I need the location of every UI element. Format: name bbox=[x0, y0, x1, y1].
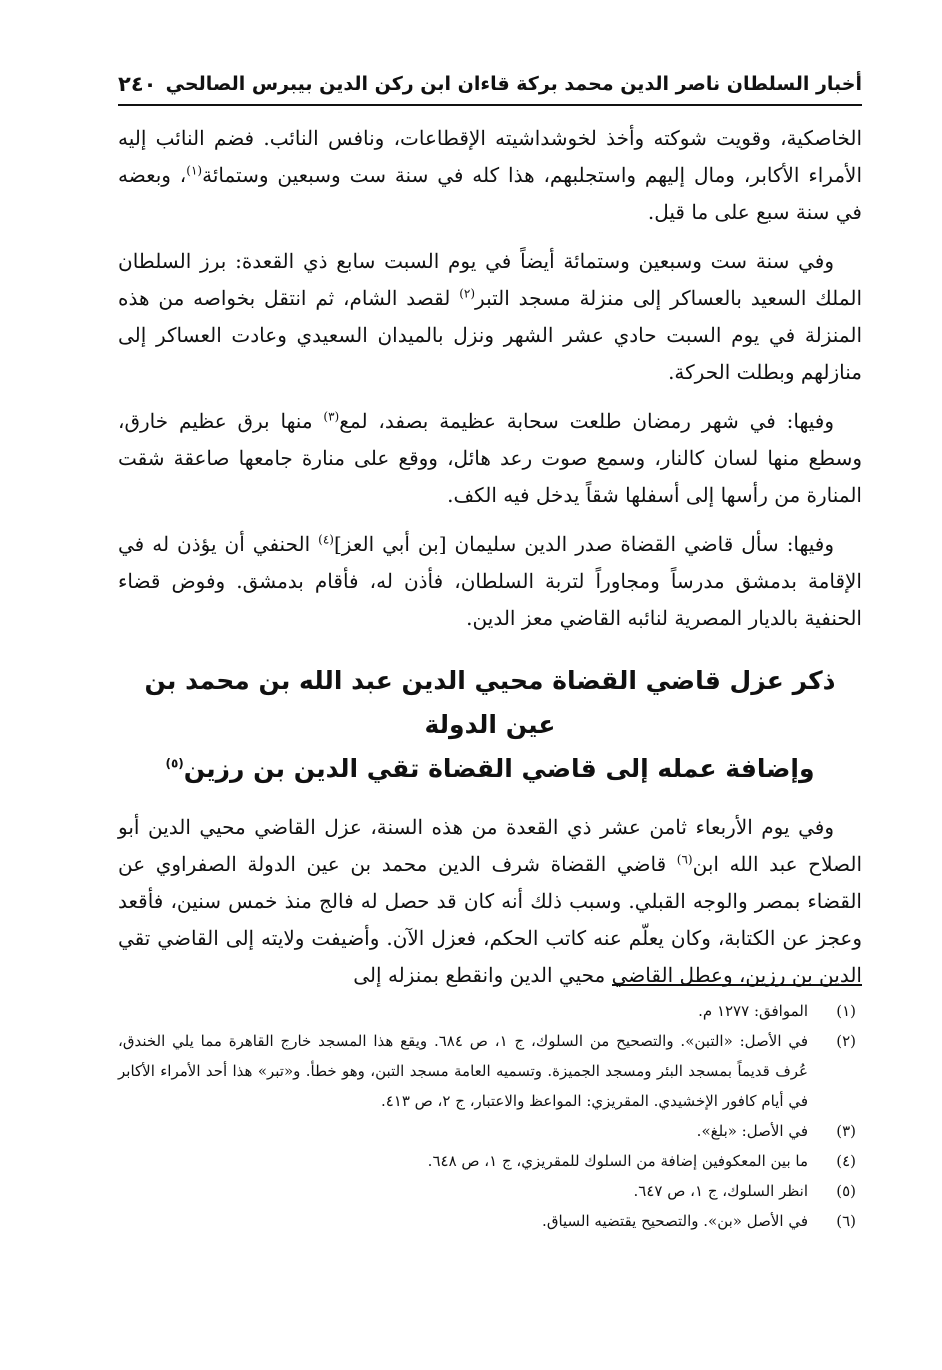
footnote-text: في الأصل: «بلغ». bbox=[696, 1122, 808, 1140]
footnote-number: (١) bbox=[836, 1002, 856, 1020]
footnote-item bbox=[118, 1116, 862, 1146]
footnote-marker: (٣) bbox=[323, 409, 340, 424]
section-heading bbox=[118, 659, 862, 791]
footnote-number: (٦) bbox=[836, 1212, 856, 1230]
footnote-text: في الأصل «بن». والتصحيح يقتضيه السياق. bbox=[542, 1212, 808, 1230]
paragraph-p4 bbox=[118, 526, 862, 637]
paragraphs-before-heading bbox=[118, 120, 862, 637]
footnote-number: (٤) bbox=[836, 1152, 856, 1170]
section-heading-line-1: ذكر عزل قاضي القضاة محيي الدين عبد الله بن محمد بن عين الدولة bbox=[144, 666, 836, 739]
paragraph-text: وفيها: في شهر رمضان طلعت سحابة عظيمة بصفد، لمع bbox=[339, 409, 834, 433]
footnote-item bbox=[118, 1206, 862, 1236]
footnote-item bbox=[118, 1146, 862, 1176]
paragraph-text: وفي يوم الأربعاء ثامن عشر ذي القعدة من هذه السنة، عزل القاضي محيي الدين أبو الصلاح عبد الله ابن bbox=[118, 815, 863, 876]
footnote-text: ما بين المعكوفين إضافة من السلوك للمقريزي، ج ١، ص ٦٤٨. bbox=[427, 1152, 808, 1170]
footnote-item bbox=[118, 1176, 862, 1206]
paragraphs-after-heading bbox=[118, 809, 862, 994]
footnote-marker: (١) bbox=[186, 163, 203, 178]
section-heading-line-2-text: وإضافة عمله إلى قاضي القضاة تقي الدين بن رزين bbox=[183, 754, 815, 783]
paragraph-text: لقصد الشام، ثم انتقل بخواصه من هذه المنزلة في يوم السبت حادي عشر الشهر ونزل بالميدان السعيدي وعادت العساكر إلى منازلهم وبطلت الحركة. bbox=[118, 286, 862, 384]
footnote-marker: (٦) bbox=[676, 852, 693, 867]
paragraph-text: منها برق عظيم خارق، وسطع منها لسان كالنار، وسمع صوت رعد هائل، ووقع على منارة جامعها صاعقة شقت المنارة من رأسها إلى أسفلها شقاً يدخل فيه الكف. bbox=[118, 409, 862, 507]
footnote-marker: (٥) bbox=[165, 756, 184, 771]
footnote-separator bbox=[612, 984, 862, 986]
footnote-number: (٢) bbox=[836, 1032, 856, 1050]
footnote-marker: (٢) bbox=[459, 286, 476, 301]
footnote-item bbox=[118, 1026, 862, 1116]
footnote-number: (٣) bbox=[836, 1122, 856, 1140]
paragraph-text: قاضي القضاة شرف الدين محمد بن عين الدولة الصفراوي عن القضاء بمصر والوجه القبلي. وسبب ذلك أنه كان قد حصل له فالج منذ خمس سنين، فأقعد وعجز عن الكتابة، وكان يعلّم عنه كاتب الحكم، فعزل الآن. وأضيفت ولايته إلى القاضي تقي الدين بن رزين، وعطل القاضي محيي الدين وانقطع بمنزله إلى bbox=[118, 852, 862, 987]
footnotes bbox=[118, 996, 862, 1236]
footnote-marker: (٤) bbox=[318, 532, 334, 547]
footnote-text: في الأصل: «التبن». والتصحيح من السلوك، ج ١، ص ٦٨٤. ويقع هذا المسجد خارج القاهرة مما يلي الخندق، عُرف قديماً بمسجد البئر ومسجد الجميزة. وتسميه العامة مسجد التبن، وهو خطأ. و«تبر» هذا أحد الأمراء الأكابر في أيام كافور الإخشيدي. المقريزي: المواعظ والاعتبار، ج ٢، ص ٤١٣. bbox=[118, 1032, 808, 1110]
paragraph-text: وفيها: سأل قاضي القضاة صدر الدين سليمان [بن أبي العز] bbox=[333, 532, 834, 556]
paragraph-text: الخاصكية، وقويت شوكته وأخذ لخوشداشيته الإقطاعات، ونافس النائب. فضم النائب إليه الأمراء الأكابر، ومال إليهم واستجلبهم، هذا كله في سنة ست وسبعين وستمائة bbox=[118, 126, 862, 187]
paragraph-p5 bbox=[118, 809, 862, 994]
paragraph-text: ، وبعضه في سنة سبع على ما قيل. bbox=[118, 163, 862, 224]
paragraph-text: الحنفي أن يؤذن له في الإقامة بدمشق مدرساً ومجاوراً لتربة السلطان، فأذن له، فأقام بدمشق. وفوض قضاء الحنفية بالديار المصرية لنائبه القاضي معز الدين. bbox=[118, 532, 862, 630]
page-header bbox=[118, 64, 862, 106]
paragraph-p2 bbox=[118, 243, 862, 391]
footnote-text: انظر السلوك، ج ١، ص ٦٤٧. bbox=[633, 1182, 808, 1200]
page-number: ٢٤٠ bbox=[118, 72, 157, 96]
footnote-item bbox=[118, 996, 862, 1026]
footnote-number: (٥) bbox=[836, 1182, 856, 1200]
running-title: أخبار السلطان ناصر الدين محمد بركة قاءان ابن ركن الدين بيبرس الصالحي bbox=[165, 73, 862, 95]
section-heading-line-2 bbox=[118, 747, 862, 791]
body-text bbox=[118, 120, 862, 1006]
paragraph-p1 bbox=[118, 120, 862, 231]
paragraph-text: وفي سنة ست وسبعين وستمائة أيضاً في يوم السبت سابع ذي القعدة: برز السلطان الملك السعيد بالعساكر إلى منزلة مسجد التبر bbox=[118, 249, 863, 310]
paragraph-p3 bbox=[118, 403, 862, 514]
footnote-text: الموافق: ١٢٧٧ م. bbox=[698, 1002, 808, 1020]
